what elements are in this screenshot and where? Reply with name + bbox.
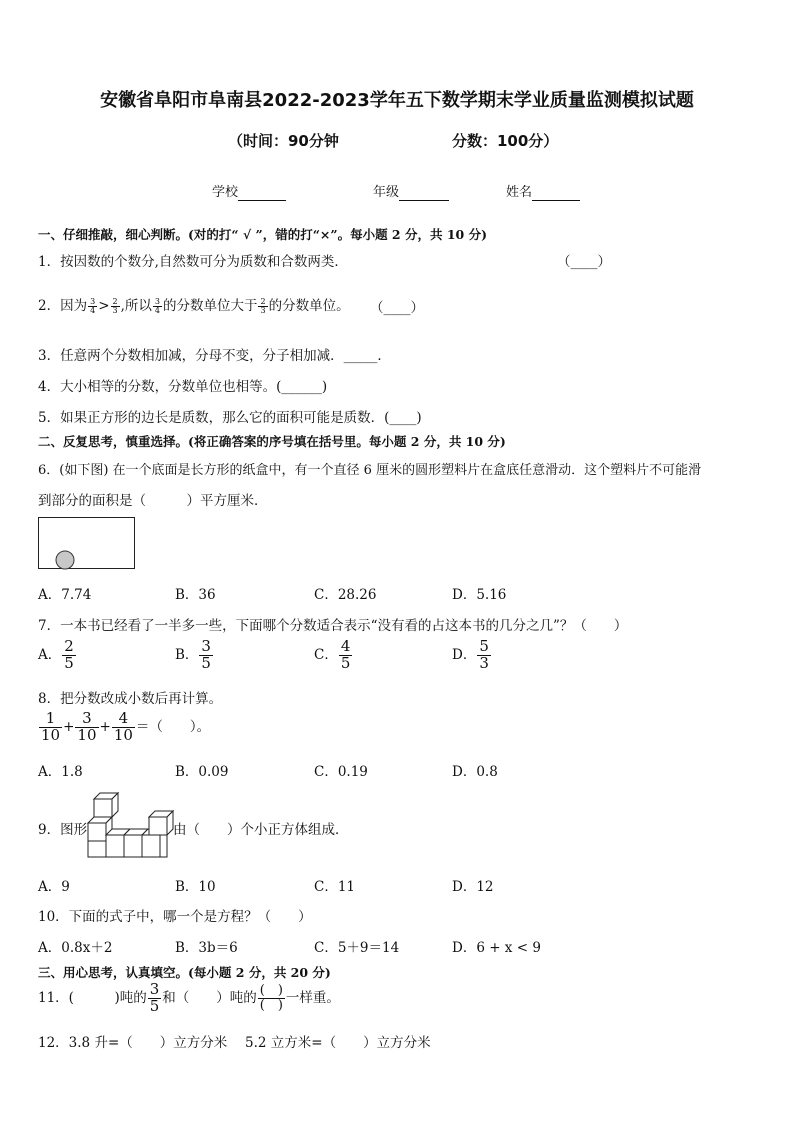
q8-option-c[interactable]: C．0.19	[314, 764, 368, 780]
question-2	[38, 294, 350, 315]
q2-frac-4: $\frac{2}{3}$	[260, 296, 266, 315]
q6-option-b[interactable]: B．36	[175, 587, 216, 603]
name-field	[506, 181, 580, 201]
q2-post: 的分数单位。	[268, 298, 350, 314]
section-2-heading: 二、反复思考，慎重选择。(将正确答案的序号填在括号里。每小题 2 分，共 10 分)	[38, 434, 506, 449]
q2-pre: 2．因为	[38, 298, 88, 314]
school-blank[interactable]	[238, 185, 286, 201]
q8-option-a[interactable]: A．1.8	[38, 764, 83, 780]
name-label: 姓名	[506, 185, 533, 200]
school-label: 学校	[212, 185, 239, 200]
section-3-heading: 三、用心思考，认真填空。(每小题 2 分，共 20 分)	[38, 965, 331, 980]
grade-label: 年级	[373, 185, 400, 200]
question-12: 12．3.8 升=（ ）立方分米 5.2 立方米=（ ）立方分米	[38, 1035, 431, 1051]
question-7: 7．一本书已经看了一半多一些，下面哪个分数适合表示“没有看的占这本书的几分之几”？（ ）	[38, 618, 628, 634]
q10-option-d[interactable]: D．6 + x < 9	[452, 940, 541, 956]
q10-option-b[interactable]: B．3b＝6	[175, 940, 238, 956]
name-blank[interactable]	[532, 185, 580, 201]
q8-option-d[interactable]: D．0.8	[452, 764, 498, 780]
q8-option-b[interactable]: B．0.09	[175, 764, 229, 780]
exam-time: （时间：90分钟	[228, 132, 339, 150]
exam-title: 安徽省阜阳市阜南县2022-2023学年五下数学期末学业质量监测模拟试题	[100, 90, 694, 111]
question-2-answer[interactable]: （____）	[370, 300, 424, 316]
q2-frac-3: $\frac{3}{4}$	[154, 296, 160, 315]
q7-option-d[interactable]: D． $\frac{5}{3}$	[452, 637, 489, 672]
q8-frac-1: $\frac{1}{10}$	[41, 709, 61, 744]
q6-option-d[interactable]: D．5.16	[452, 587, 507, 603]
exam-score: 分数：100分）	[452, 132, 559, 150]
q7-option-a[interactable]: A． $\frac{2}{5}$	[38, 637, 74, 672]
question-9-post: 由（ ）个小正方体组成．	[173, 822, 349, 838]
q7-option-c[interactable]: C． $\frac{4}{5}$	[314, 637, 351, 672]
question-10: 10．下面的式子中，哪一个是方程？（ ）	[38, 909, 312, 925]
grade-blank[interactable]	[399, 185, 449, 201]
q8-frac-2: $\frac{3}{10}$	[77, 709, 97, 744]
q10-option-c[interactable]: C．5＋9＝14	[314, 940, 400, 956]
section-1-heading: 一、仔细推敲，细心判断。(对的打“ √ ”，错的打“×”。每小题 2 分，共 10 分)	[38, 227, 487, 242]
q6-option-c[interactable]: C．28.26	[314, 587, 377, 603]
q2-mid: ,所以	[120, 298, 152, 314]
q7-option-b[interactable]: B． $\frac{3}{5}$	[175, 637, 211, 672]
question-1-answer[interactable]: （____）	[557, 254, 611, 270]
question-1: 1．按因数的个数分,自然数可分为质数和合数两类．	[38, 254, 348, 270]
cube-stack-figure	[85, 789, 177, 859]
q2-gt: >	[98, 298, 110, 314]
q2-frac-1: $\frac{3}{4}$	[90, 296, 96, 315]
question-9-pre: 9．图形	[38, 822, 88, 838]
q11-frac-1: $\frac{3}{5}$	[149, 980, 160, 1015]
q10-option-a[interactable]: A．0.8x＋2	[38, 940, 113, 956]
question-8: 8．把分数改成小数后再计算。	[38, 691, 223, 707]
disc-icon	[56, 551, 74, 569]
q9-option-b[interactable]: B．10	[175, 879, 216, 895]
box-with-disc-figure	[38, 517, 138, 571]
q2-mid2: 的分数单位大于	[162, 298, 258, 314]
q8-frac-3: $\frac{4}{10}$	[113, 709, 133, 744]
question-4: 4．大小相等的分数，分数单位也相等。(______)	[38, 379, 328, 395]
school-field	[212, 181, 286, 201]
grade-field	[373, 181, 449, 201]
q9-option-a[interactable]: A．9	[38, 879, 70, 895]
q9-option-c[interactable]: C．11	[314, 879, 356, 895]
q11-frac-blank: $\frac{( )}{( )}$	[259, 983, 283, 1013]
question-6-line-2: 到部分的面积是（ ）平方厘米．	[38, 493, 268, 509]
q8-expression: $\frac{1}{10}$ + $\frac{3}{10}$ + $\frac{4}{10}$ ＝（ ）。	[41, 709, 211, 744]
q9-option-d[interactable]: D．12	[452, 879, 494, 895]
question-6-line-1: 6．(如下图) 在一个底面是长方形的纸盒中，有一个直径 6 厘米的圆形塑料片在盒底任意滑动．这个塑料片不可能滑	[38, 463, 702, 478]
q6-option-a[interactable]: A．7.74	[38, 587, 92, 603]
q2-frac-2: $\frac{2}{3}$	[112, 296, 118, 315]
question-3: 3．任意两个分数相加减，分母不变，分子相加减．_____．	[38, 348, 391, 364]
question-5: 5．如果正方形的边长是质数，那么它的面积可能是质数．(____)	[38, 410, 422, 426]
question-11: 11．( )吨的 $\frac{3}{5}$ 和（ ）吨的 $\frac{( )}{( )}$ 一样重。	[38, 980, 340, 1015]
